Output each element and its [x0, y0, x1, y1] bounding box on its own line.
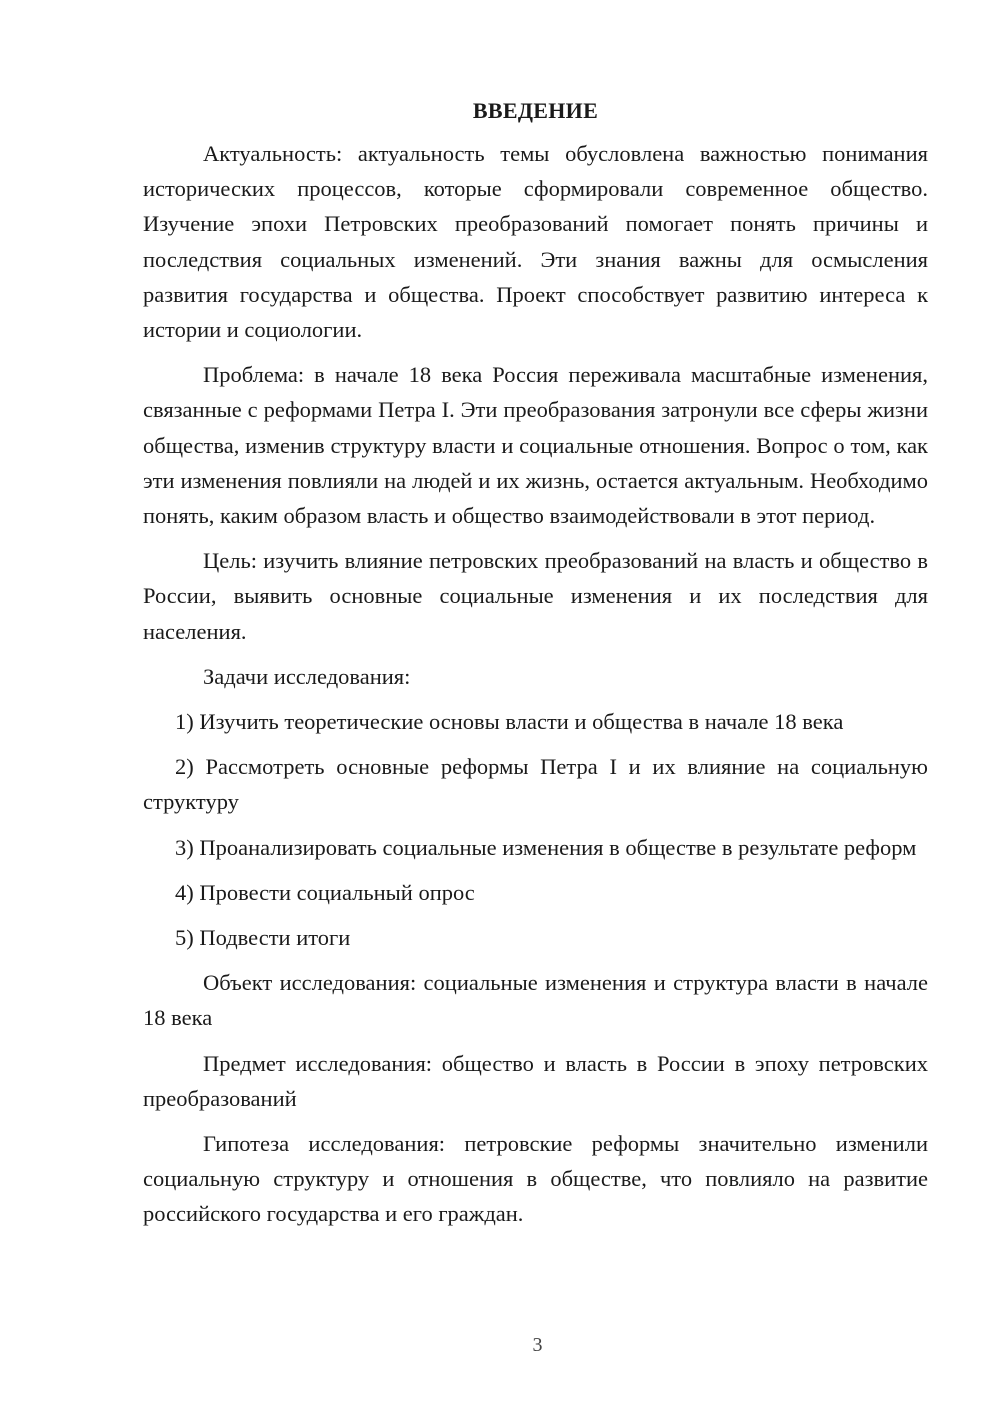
tasks-heading: Задачи исследования:	[203, 663, 411, 689]
task-item-2: 2) Рассмотреть основные реформы Петра I и их влияние на социальную структуру	[143, 754, 928, 815]
task-item-4: 4) Провести социальный опрос	[175, 879, 475, 905]
task-item-1: 1) Изучить теоретические основы власти и общества в начале 18 века	[175, 709, 844, 735]
paragraph-object: Объект исследования: социальные изменения и структура власти в начале 18 века	[143, 970, 928, 1031]
paragraph-goal: Цель: изучить влияние петровских преобразований на власть и общество в России, выявить основные социальные изменения и их последствия для населения.	[143, 548, 928, 644]
paragraph-subject: Предмет исследования: общество и власть в России в эпоху петровских преобразований	[143, 1050, 928, 1111]
section-heading: ВВЕДЕНИЕ	[472, 98, 599, 123]
document-page	[143, 94, 928, 1232]
task-item-3: 3) Проанализировать социальные изменения в обществе в результате реформ	[175, 834, 917, 860]
page-number: 3	[532, 1334, 543, 1356]
paragraph-hypothesis: Гипотеза исследования: петровские реформы значительно изменили социальную структуру и отношения в обществе, что повлияло на развитие российского государства и его граждан.	[143, 1131, 928, 1227]
paragraph-problem: Проблема: в начале 18 века Россия переживала масштабные изменения, связанные с реформами Петра I. Эти преобразования затронули все сферы жизни общества, изменив структуру власти и социальные отношения. Вопрос о том, как эти изменения повлияли на людей и их жизнь, остается актуальным. Необходимо понять, каким образом власть и общество взаимодействовали в этот период.	[143, 362, 928, 529]
paragraph-relevance: Актуальность: актуальность темы обусловлена важностью понимания исторических процессов, которые сформировали современное общество. Изучение эпохи Петровских преобразований помогает понять причины и последствия социальных изменений. Эти знания важны для осмысления развития государства и общества. Проект способствует развитию интереса к истории и социологии.	[143, 141, 928, 343]
task-item-5: 5) Подвести итоги	[175, 925, 351, 951]
